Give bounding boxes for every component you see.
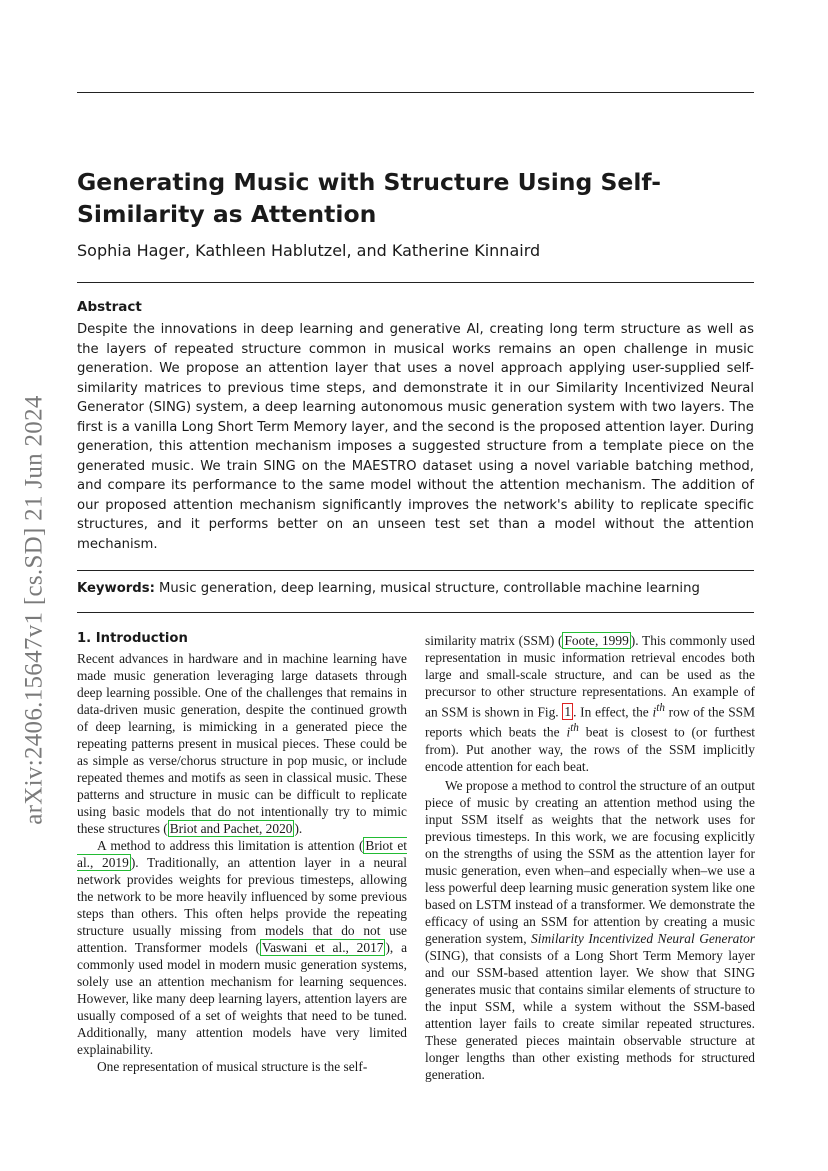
abstract-body: Despite the innovations in deep learning and generative AI, creating long term structure as well as the layers of repeated structure common in musical works remains an open challenge in music generation. We propose an attention layer that uses a novel approach applying user-supplied self-similarity matrices to previous time steps, and demonstrate it in our Similarity Incentivized Neural Generator (SING) system, a deep learning autonomous music generation system with two layers. The first is a vanilla Long Short Term Memory layer, and the second is the proposed attention layer. During generation, this attention mechanism imposes a suggested structure from a template piece on the generated music. We train SING on the MAESTRO dataset using a novel variable batching method, and compare its performance to the same model without the attention mechanism. The addition of our proposed attention mechanism significantly improves the network's ability to replicate specific structures, and it performs better on an unseen test set than a model without the attention mechanism. bbox=[77, 322, 754, 552]
paper-title: Generating Music with Structure Using Self-Similarity as Attention bbox=[77, 168, 661, 228]
arxiv-id[interactable]: arXiv:2406.15647v1 [cs.SD] 21 Jun 2024 bbox=[21, 395, 48, 825]
keywords-line bbox=[77, 581, 767, 596]
intro-paragraph-5: We propose a method to control the structure of an output piece of music by creating an attention method using the input SSM itself as weights that the network uses for previous timesteps. In this work, we are focusing explicitly on the strengths of using the SSM as the attention layer for music generation, even when–and especially when–we use a less powerful deep learning music generation system like one based on LSTM instead of a transformer. We demonstrate the efficacy of using an SSM for attention by creating a music generation system, Similarity Incentivized Neural Generator (SING), that consists of a Long Short Term Memory layer and our SSM-based attention layer. We show that SING generates music that contains similar elements of structure to the input SSM, while a system without the SSM-based attention layer fails to create similar repeated structures. These generated pieces maintain observable structure at longer lengths than other existing methods for structured generation. bbox=[425, 777, 755, 1082]
citation-link[interactable]: Foote, 1999 bbox=[564, 633, 629, 648]
citation-link[interactable]: Briot and Pachet, 2020 bbox=[169, 821, 293, 836]
intro-paragraph-1: Recent advances in hardware and in machine learning have made music generation leveraging large datasets through deep learning possible. One of the challenges that remains in data-driven music generation, despite the continued growth of deep learning, is mimicking in a generated piece the repeating patterns present in musical pieces. These could be as simple as verse/chorus structure in pop music, or include repeated themes and motifs as seen in classical music. These patterns and structure in music can be difficult to replicate using basic models that do not intentionally try to mimic these structures ( Briot and Pachet, 2020 ). bbox=[77, 651, 407, 836]
keywords-text: Music generation, deep learning, musical structure, controllable machine learning bbox=[159, 581, 700, 596]
keywords-label: Keywords: bbox=[77, 581, 155, 596]
section-heading-introduction: 1. Introduction bbox=[77, 631, 188, 646]
intro-paragraph-3: One representation of musical structure is the self- bbox=[97, 1059, 368, 1074]
arxiv-watermark bbox=[10, 370, 60, 850]
right-column bbox=[425, 632, 755, 1083]
author-list: Sophia Hager, Kathleen Hablutzel, and Katherine Kinnaird bbox=[77, 241, 541, 260]
keywords-top-rule bbox=[77, 570, 754, 571]
left-column bbox=[77, 630, 407, 1075]
figure-link[interactable]: 1 bbox=[564, 704, 572, 720]
intro-paragraph-4: similarity matrix (SSM) ( Foote, 1999 ). This commonly used representation in music information retrieval encodes both large and small-scale structure, and can be used as the precursor to other structure representations. An example of an SSM is shown in Fig. 1 . In effect, the $i^{th}$ row of the SSM reports which beats the $i^{th}$ beat is closest to (or furthest from). Put another way, the rows of the SSM implicitly encode attention for each beat. bbox=[425, 633, 755, 774]
citation-link[interactable]: Briot et al., 2019 bbox=[77, 838, 407, 870]
intro-paragraph-2: A method to address this limitation is attention ( Briot et al., 2019 ). Traditionally, an attention layer in a neural network provides weights for previous timesteps, allowing the network to be more heavily influenced by some previous steps than others. This often helps provide the repeating structure usually missing from models that do not use attention. Transformer models ( Vaswani et al., 2017 ), a commonly used model in modern music generation systems, solely use an attention mechanism for learning sequences. However, like many deep learning layers, attention layers are usually composed of a set of weights that need to be tuned. Additionally, many attention models have very limited explainability. bbox=[77, 838, 408, 1057]
abstract-top-rule bbox=[77, 282, 754, 283]
keywords-bottom-rule bbox=[77, 612, 754, 613]
citation-link[interactable]: Vaswani et al., 2017 bbox=[261, 940, 384, 955]
abstract-heading: Abstract bbox=[77, 299, 142, 315]
top-rule bbox=[77, 92, 754, 93]
